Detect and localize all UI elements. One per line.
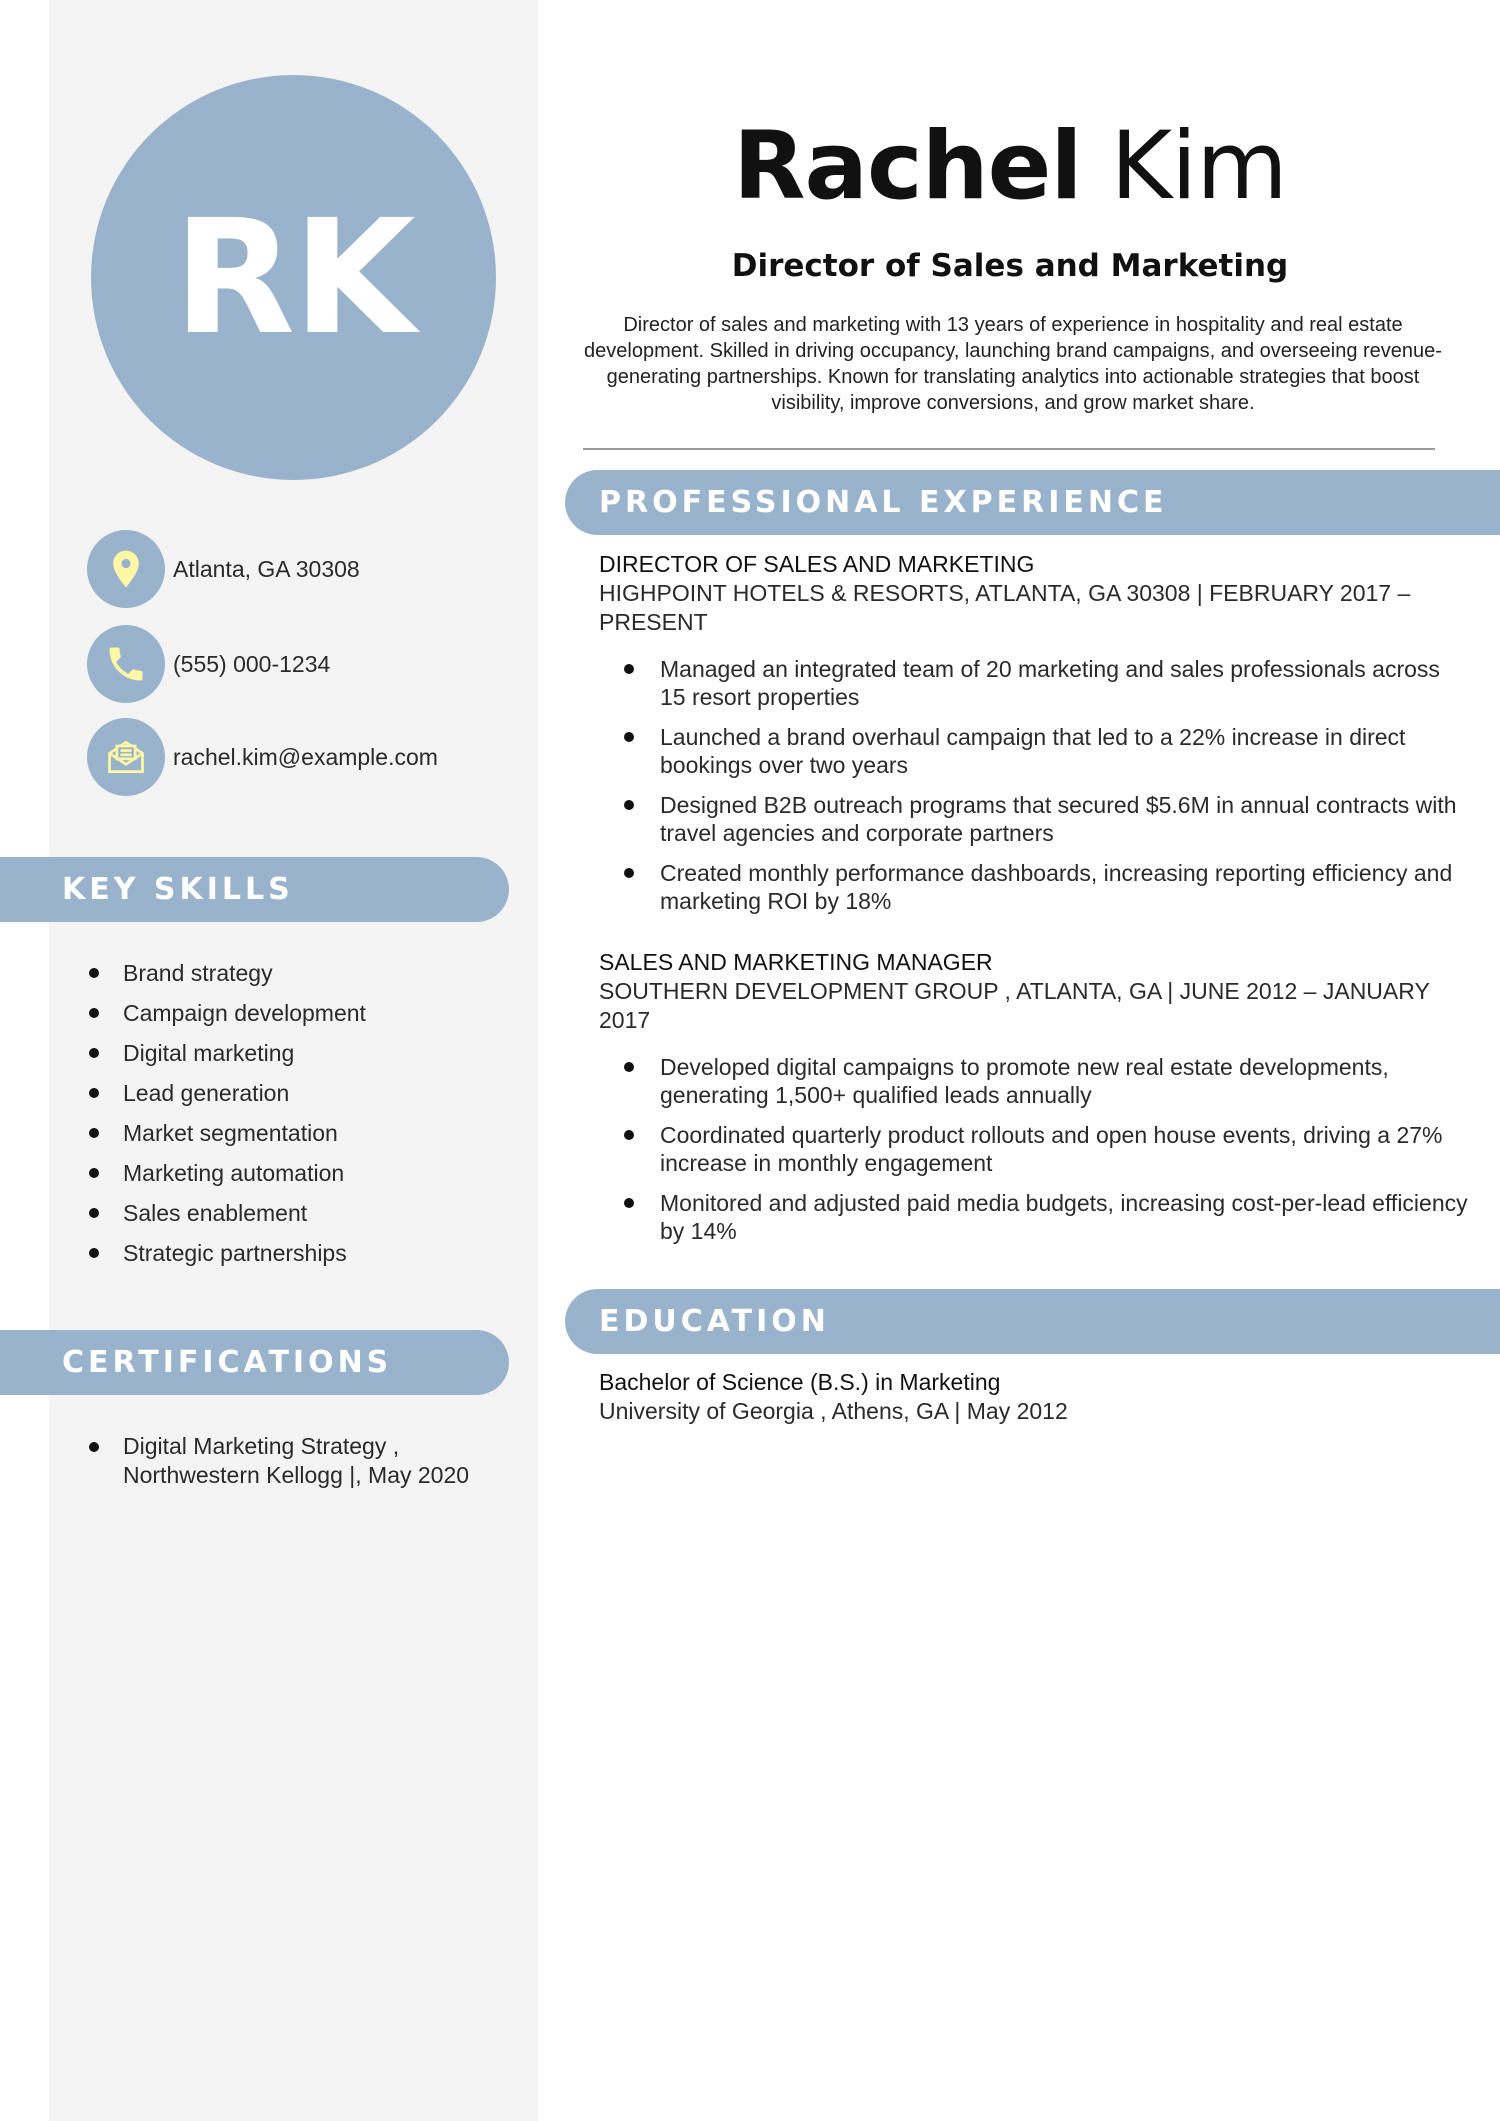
certifications-heading: [0, 1330, 509, 1395]
experience-bullets: [599, 1053, 1479, 1245]
experience-meta: SOUTHERN DEVELOPMENT GROUP , ATLANTA, GA | JUNE 2012 – JANUARY 2017: [599, 978, 1430, 1033]
envelope-icon: [87, 718, 165, 796]
education-meta: University of Georgia , Athens, GA | May 2012: [599, 1398, 1068, 1424]
experience-title: SALES AND MARKETING MANAGER: [599, 949, 993, 975]
education-heading: [565, 1289, 1500, 1354]
experience-bullets: [599, 655, 1479, 915]
job-title: Director of Sales and Marketing: [731, 248, 1289, 284]
experience-bullet: Designed B2B outreach programs that secured $5.6M in annual contracts with travel agencies and corporate partners: [599, 791, 1470, 847]
first-name: Rachel: [733, 112, 1082, 221]
skill-item: Lead generation: [88, 1076, 366, 1116]
contact-location-text: Atlanta, GA 30308: [173, 555, 360, 582]
skill-item: Sales enablement: [88, 1196, 366, 1236]
key-skills-heading-text: KEY SKILLS: [62, 872, 294, 907]
skill-item: Campaign development: [88, 996, 366, 1036]
experience-bullet: Developed digital campaigns to promote new real estate developments, generating 1,500+ qualified leads annually: [599, 1053, 1470, 1109]
key-skills-heading: [0, 857, 509, 922]
last-name: Kim: [1110, 112, 1287, 221]
skill-item: Strategic partnerships: [88, 1236, 366, 1276]
education-item: [599, 1368, 1479, 1426]
location-pin-icon: [87, 530, 165, 608]
contact-phone-text: (555) 000-1234: [173, 650, 331, 677]
experience-bullet: Coordinated quarterly product rollouts and open house events, driving a 27% increase in monthly engagement: [599, 1121, 1470, 1177]
contact-email: [87, 718, 527, 796]
experience-item: [599, 550, 1479, 927]
skill-item: Market segmentation: [88, 1116, 366, 1156]
contact-phone: [87, 625, 527, 703]
experience-title: DIRECTOR OF SALES AND MARKETING: [599, 551, 1035, 577]
monogram-avatar: [91, 75, 496, 480]
experience-bullet: Monitored and adjusted paid media budgets, increasing cost-per-lead efficiency by 14%: [599, 1189, 1470, 1245]
certification-item: Digital Marketing Strategy , Northwestern Kellogg |, May 2020: [88, 1432, 508, 1490]
experience-item: [599, 948, 1479, 1257]
certifications-heading-text: CERTIFICATIONS: [62, 1345, 393, 1380]
experience-bullet: Managed an integrated team of 20 marketing and sales professionals across 15 resort properties: [599, 655, 1470, 711]
experience-meta: HIGHPOINT HOTELS & RESORTS, ATLANTA, GA 30308 | FEBRUARY 2017 – PRESENT: [599, 580, 1411, 635]
experience-heading: [565, 470, 1500, 535]
experience-bullet: Launched a brand overhaul campaign that led to a 22% increase in direct bookings over two years: [599, 723, 1470, 779]
skill-item: Marketing automation: [88, 1156, 366, 1196]
skills-list: [88, 956, 366, 1276]
header-divider: [583, 448, 1435, 450]
experience-bullet: Created monthly performance dashboards, increasing reporting efficiency and marketing ROI by 18%: [599, 859, 1470, 915]
education-degree: Bachelor of Science (B.S.) in Marketing: [599, 1369, 1001, 1395]
full-name: [565, 112, 1455, 221]
contact-email-text: rachel.kim@example.com: [173, 743, 438, 770]
experience-heading-text: PROFESSIONAL EXPERIENCE: [599, 485, 1168, 520]
phone-icon: [87, 625, 165, 703]
profile-summary: Director of sales and marketing with 13 years of experience in hospitality and real estate development. Skilled in driving occupancy, launching brand campaigns, and overseeing revenue-generating partnerships. Known for translating analytics into actionable strategies that boost visibility, improve conversions, and grow market share.: [584, 314, 1442, 414]
contact-location: [87, 530, 527, 608]
skill-item: Brand strategy: [88, 956, 366, 996]
certifications-list: [88, 1432, 508, 1490]
skill-item: Digital marketing: [88, 1036, 366, 1076]
education-heading-text: EDUCATION: [599, 1304, 830, 1339]
monogram-initials: RK: [173, 185, 414, 370]
